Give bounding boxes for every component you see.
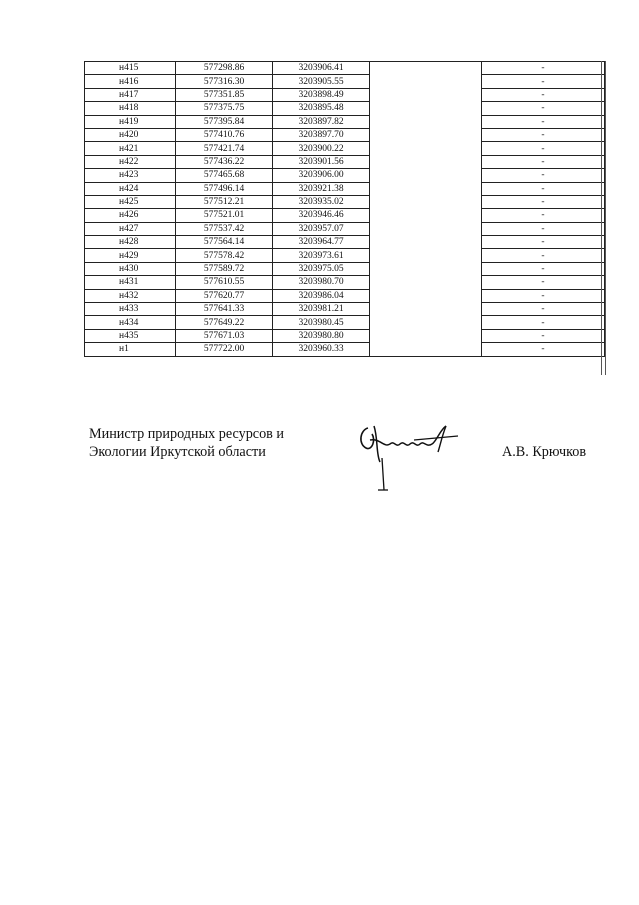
table-row [85,222,605,235]
point-cell: н432 [85,289,176,302]
x-coordinate-cell: 577496.14 [176,182,273,195]
mark-cell: - [482,289,605,302]
empty-cell [370,195,482,208]
table-row [85,62,605,75]
empty-cell [370,209,482,222]
table-row [85,142,605,155]
signatory-title [89,425,284,461]
table-row [85,262,605,275]
y-coordinate-cell: 3203897.82 [273,115,370,128]
mark-cell: - [482,329,605,342]
point-cell: н416 [85,75,176,88]
x-coordinate-cell: 577564.14 [176,236,273,249]
x-coordinate-cell: 577410.76 [176,128,273,141]
coordinates-table-body [85,62,605,357]
mark-cell: - [482,236,605,249]
table-row [85,182,605,195]
mark-cell: - [482,102,605,115]
x-coordinate-cell: 577316.30 [176,75,273,88]
signatory-name: А.В. Крючков [502,444,587,460]
signatory-title-line-1: Министр природных ресурсов и [89,426,285,442]
table-row [85,128,605,141]
x-coordinate-cell: 577395.84 [176,115,273,128]
handwritten-signature [354,418,464,494]
y-coordinate-cell: 3203980.80 [273,329,370,342]
x-coordinate-cell: 577436.22 [176,155,273,168]
empty-cell [370,316,482,329]
mark-cell: - [482,209,605,222]
x-coordinate-cell: 577620.77 [176,289,273,302]
x-coordinate-cell: 577351.85 [176,88,273,101]
y-coordinate-cell: 3203905.55 [273,75,370,88]
mark-cell: - [482,195,605,208]
mark-cell: - [482,343,605,356]
mark-cell: - [482,182,605,195]
x-coordinate-cell: 577722.00 [176,343,273,356]
point-cell: н426 [85,209,176,222]
table-row [85,303,605,316]
y-coordinate-cell: 3203895.48 [273,102,370,115]
x-coordinate-cell: 577537.42 [176,222,273,235]
empty-cell [370,128,482,141]
mark-cell: - [482,276,605,289]
y-coordinate-cell: 3203897.70 [273,128,370,141]
empty-cell [370,276,482,289]
table-row [85,329,605,342]
empty-cell [370,62,482,75]
table-row [85,343,605,356]
y-coordinate-cell: 3203975.05 [273,262,370,275]
table-row [85,88,605,101]
x-coordinate-cell: 577610.55 [176,276,273,289]
y-coordinate-cell: 3203906.41 [273,62,370,75]
mark-cell: - [482,115,605,128]
x-coordinate-cell: 577512.21 [176,195,273,208]
mark-cell: - [482,222,605,235]
x-coordinate-cell: 577421.74 [176,142,273,155]
point-cell: н435 [85,329,176,342]
table-row [85,75,605,88]
empty-cell [370,115,482,128]
empty-cell [370,249,482,262]
empty-cell [370,142,482,155]
table-row [85,169,605,182]
mark-cell: - [482,142,605,155]
empty-cell [370,169,482,182]
table-row [85,249,605,262]
empty-cell [370,289,482,302]
point-cell: н425 [85,195,176,208]
mark-cell: - [482,128,605,141]
x-coordinate-cell: 577578.42 [176,249,273,262]
point-cell: н415 [85,62,176,75]
y-coordinate-cell: 3203986.04 [273,289,370,302]
empty-cell [370,262,482,275]
y-coordinate-cell: 3203980.45 [273,316,370,329]
mark-cell: - [482,249,605,262]
y-coordinate-cell: 3203960.33 [273,343,370,356]
empty-cell [370,236,482,249]
y-coordinate-cell: 3203935.02 [273,195,370,208]
y-coordinate-cell: 3203900.22 [273,142,370,155]
mark-cell: - [482,62,605,75]
point-cell: н434 [85,316,176,329]
x-coordinate-cell: 577298.86 [176,62,273,75]
mark-cell: - [482,303,605,316]
x-coordinate-cell: 577671.03 [176,329,273,342]
empty-cell [370,222,482,235]
x-coordinate-cell: 577375.75 [176,102,273,115]
empty-cell [370,329,482,342]
table-row [85,276,605,289]
mark-cell: - [482,155,605,168]
y-coordinate-cell: 3203957.07 [273,222,370,235]
point-cell: н423 [85,169,176,182]
table-row [85,155,605,168]
empty-cell [370,182,482,195]
y-coordinate-cell: 3203980.70 [273,276,370,289]
point-cell: н1 [85,343,176,356]
x-coordinate-cell: 577641.33 [176,303,273,316]
point-cell: н431 [85,276,176,289]
empty-cell [370,75,482,88]
point-cell: н433 [85,303,176,316]
y-coordinate-cell: 3203906.00 [273,169,370,182]
point-cell: н429 [85,249,176,262]
empty-cell [370,88,482,101]
y-coordinate-cell: 3203921.38 [273,182,370,195]
table-row [85,115,605,128]
empty-cell [370,343,482,356]
mark-cell: - [482,169,605,182]
y-coordinate-cell: 3203964.77 [273,236,370,249]
x-coordinate-cell: 577521.01 [176,209,273,222]
table-row [85,289,605,302]
empty-cell [370,102,482,115]
y-coordinate-cell: 3203901.56 [273,155,370,168]
point-cell: н421 [85,142,176,155]
y-coordinate-cell: 3203973.61 [273,249,370,262]
mark-cell: - [482,262,605,275]
table-row [85,316,605,329]
table-right-edge [601,61,606,375]
table-row [85,236,605,249]
point-cell: н427 [85,222,176,235]
x-coordinate-cell: 577465.68 [176,169,273,182]
empty-cell [370,155,482,168]
mark-cell: - [482,88,605,101]
signatory-title-line-2: Экологии Иркутской области [89,444,266,460]
point-cell: н419 [85,115,176,128]
mark-cell: - [482,75,605,88]
mark-cell: - [482,316,605,329]
point-cell: н418 [85,102,176,115]
y-coordinate-cell: 3203981.21 [273,303,370,316]
point-cell: н417 [85,88,176,101]
table-row [85,209,605,222]
table-row [85,195,605,208]
x-coordinate-cell: 577649.22 [176,316,273,329]
y-coordinate-cell: 3203898.49 [273,88,370,101]
point-cell: н428 [85,236,176,249]
coordinates-table [84,61,605,357]
point-cell: н430 [85,262,176,275]
point-cell: н424 [85,182,176,195]
table-row [85,102,605,115]
point-cell: н420 [85,128,176,141]
x-coordinate-cell: 577589.72 [176,262,273,275]
empty-cell [370,303,482,316]
y-coordinate-cell: 3203946.46 [273,209,370,222]
point-cell: н422 [85,155,176,168]
